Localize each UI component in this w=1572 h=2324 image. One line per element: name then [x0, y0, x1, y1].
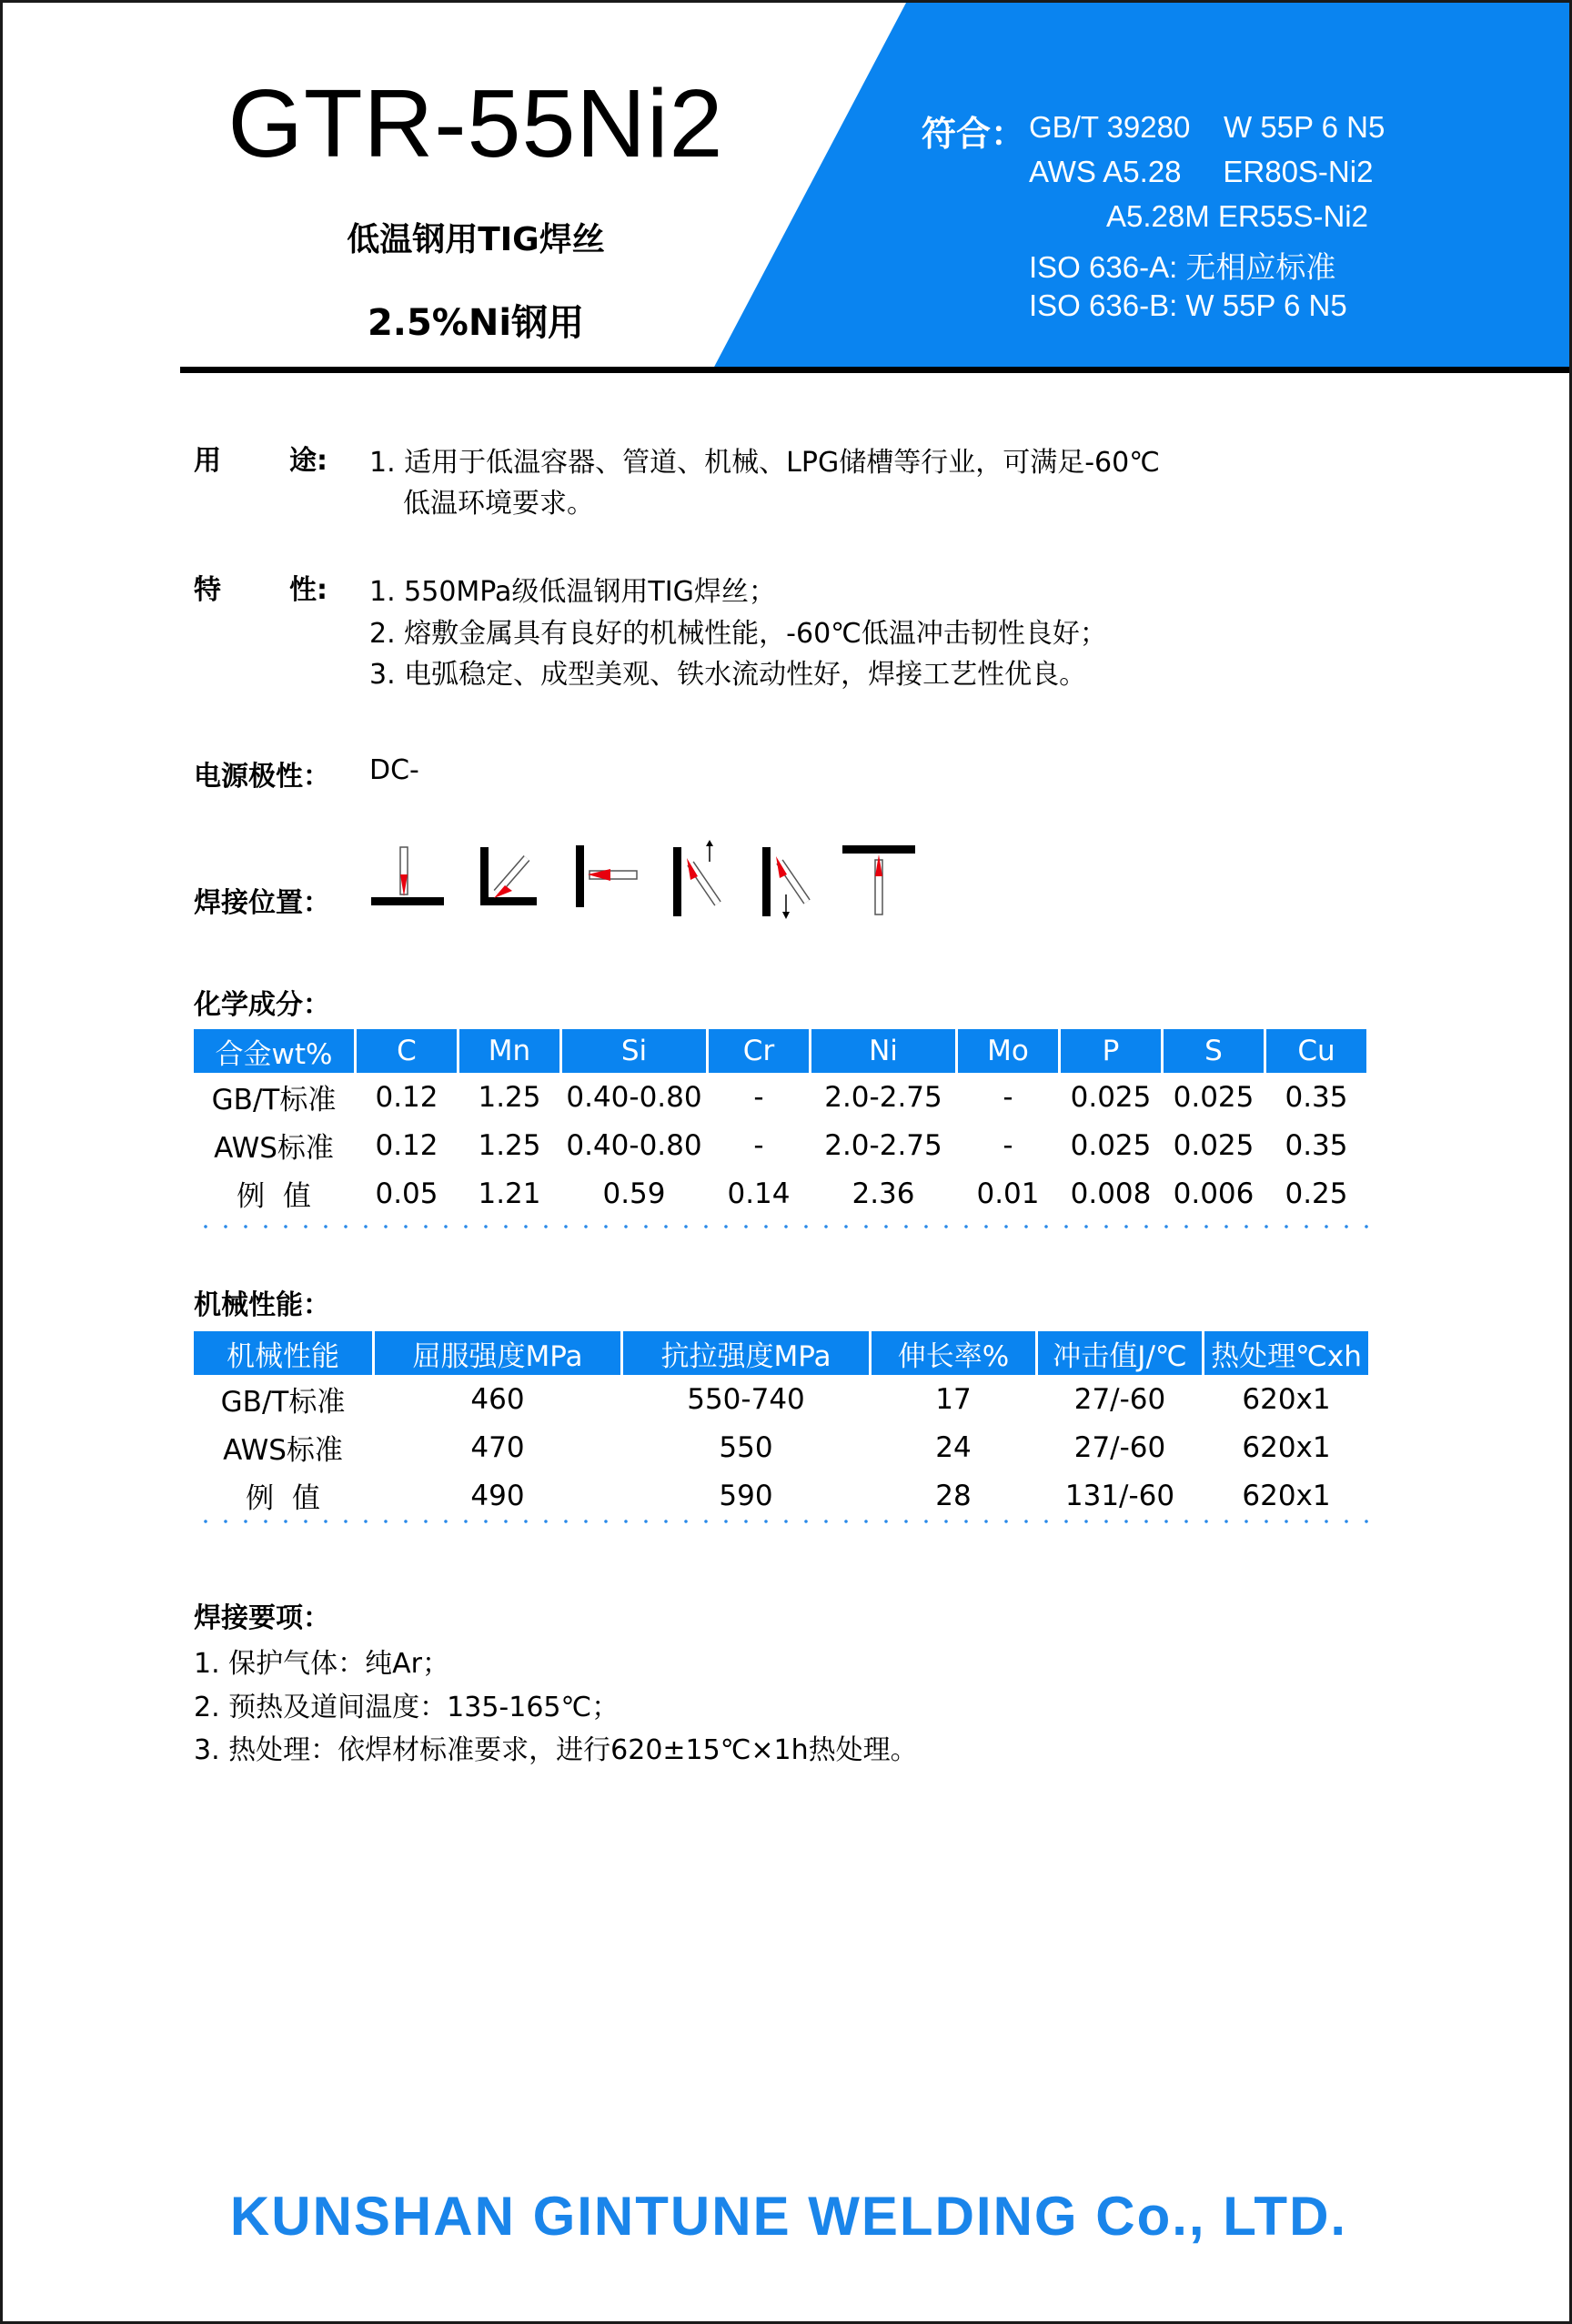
mechanical-dotted-rule: [196, 1520, 1378, 1523]
vertical-up-icon: [673, 840, 718, 916]
table-cell: 590: [719, 1479, 773, 1512]
table-cell: 550-740: [687, 1382, 805, 1416]
feature-line: 1. 550MPa级低温钢用TIG焊丝；: [369, 576, 776, 608]
table-cell: 0.12: [375, 1128, 438, 1162]
table-header-row: [194, 1331, 1368, 1375]
table-cell: 1.25: [478, 1080, 541, 1114]
table-cell: 0.25: [1285, 1177, 1348, 1210]
standard-line: ISO 636-A: 无相应标准: [1029, 250, 1336, 284]
welding-note-line: 3. 热处理：依焊材标准要求，进行620±15℃×1h热处理。: [194, 1734, 918, 1766]
usage-line: 低温环境要求。: [403, 488, 594, 520]
table-cell: 0.14: [727, 1177, 791, 1210]
product-subtitle: 低温钢用TIG焊丝: [347, 221, 605, 258]
welding-position-icons: [367, 838, 931, 929]
table-cell: 0.35: [1285, 1128, 1348, 1162]
table-cell: 0.025: [1173, 1128, 1255, 1162]
table-cell: GB/T标准: [220, 1386, 346, 1419]
table-cell: 27/-60: [1073, 1382, 1166, 1416]
welding-notes-label: 焊接要项：: [194, 1602, 330, 1634]
table-header-cell: 机械性能: [194, 1331, 372, 1375]
standard-line: AWS A5.28 ER80S-Ni2: [1029, 155, 1374, 188]
polarity-value: DC-: [369, 754, 419, 786]
table-row: [194, 1073, 1366, 1121]
table-header-cell: 合金wt%: [194, 1029, 354, 1073]
table-header-cell: P: [1061, 1029, 1161, 1073]
table-cell: 1.21: [478, 1177, 541, 1210]
positions-label: 焊接位置：: [194, 887, 330, 919]
table-cell: AWS标准: [223, 1434, 343, 1467]
horizontal-icon: [576, 845, 637, 907]
table-header-cell: S: [1164, 1029, 1264, 1073]
vertical-down-icon: [762, 847, 807, 919]
welding-note-line: 2. 预热及道间温度：135-165℃；: [194, 1692, 620, 1723]
standard-line: ISO 636-B: W 55P 6 N5: [1029, 288, 1347, 322]
table-row: [194, 1121, 1366, 1169]
welding-note-line: 1. 保护气体：纯Ar；: [194, 1648, 450, 1680]
polarity-label: 电源极性：: [194, 761, 330, 793]
chemistry-label: 化学成分：: [194, 989, 330, 1021]
table-cell: 620x1: [1242, 1479, 1331, 1512]
table-cell: 460: [470, 1382, 525, 1416]
table-cell: 0.025: [1070, 1128, 1152, 1162]
table-header-cell: 冲击值J/℃: [1038, 1331, 1202, 1375]
table-header-row: [194, 1029, 1366, 1073]
chemistry-table: [191, 1029, 1369, 1218]
header-divider: [180, 367, 1572, 373]
table-cell: -: [1003, 1128, 1013, 1162]
company-name: KUNSHAN GINTUNE WELDING Co., LTD.: [229, 2186, 1348, 2247]
table-cell: 0.40-0.80: [566, 1080, 702, 1114]
standard-line: A5.28M ER55S-Ni2: [1106, 199, 1368, 233]
table-cell: 0.12: [375, 1080, 438, 1114]
table-cell: 0.025: [1070, 1080, 1152, 1114]
usage-line: 1. 适用于低温容器、管道、机械、LPG储槽等行业，可满足-60℃: [369, 447, 1160, 479]
table-cell: AWS标准: [214, 1132, 334, 1165]
table-header-cell: Cu: [1266, 1029, 1366, 1073]
table-header-cell: Cr: [709, 1029, 809, 1073]
flat-fillet-icon: [371, 847, 444, 905]
table-cell: 0.006: [1173, 1177, 1255, 1210]
horizontal-fillet-icon: [480, 847, 537, 905]
table-cell: 例 值: [246, 1482, 320, 1515]
table-cell: 470: [470, 1430, 525, 1464]
overhead-icon: [842, 845, 915, 914]
table-header-cell: 热处理℃xh: [1204, 1331, 1368, 1375]
product-application: 2.5%Ni钢用: [367, 302, 585, 344]
table-header-cell: Si: [562, 1029, 706, 1073]
feature-line: 2. 熔敷金属具有良好的机械性能，-60℃低温冲击韧性良好；: [369, 618, 1107, 650]
mechanical-table: [191, 1331, 1371, 1520]
table-cell: 27/-60: [1073, 1430, 1166, 1464]
table-cell: 0.01: [976, 1177, 1040, 1210]
usage-label-colon: 途:: [289, 445, 328, 477]
table-cell: 0.35: [1285, 1080, 1348, 1114]
table-cell: -: [753, 1128, 764, 1162]
table-header-cell: Mn: [459, 1029, 559, 1073]
product-code: GTR-55Ni2: [227, 70, 724, 177]
chemistry-dotted-rule: [196, 1225, 1378, 1228]
table-cell: 0.025: [1173, 1080, 1255, 1114]
table-cell: 2.0-2.75: [824, 1080, 942, 1114]
table-row: [194, 1375, 1368, 1423]
table-row: [194, 1169, 1366, 1218]
table-cell: 2.36: [852, 1177, 915, 1210]
table-cell: 0.40-0.80: [566, 1128, 702, 1162]
table-cell: 620x1: [1242, 1382, 1331, 1416]
features-label-colon: 性:: [289, 574, 328, 606]
table-header-cell: 伸长率%: [872, 1331, 1035, 1375]
table-cell: 550: [719, 1430, 773, 1464]
table-header-cell: Mo: [958, 1029, 1058, 1073]
table-header-cell: C: [357, 1029, 457, 1073]
table-header-cell: 屈服强度MPa: [375, 1331, 620, 1375]
table-header-cell: 抗拉强度MPa: [623, 1331, 869, 1375]
feature-line: 3. 电弧稳定、成型美观、铁水流动性好，焊接工艺性优良。: [369, 659, 1087, 691]
table-cell: 17: [935, 1382, 972, 1416]
table-row: [194, 1471, 1368, 1520]
table-row: [194, 1423, 1368, 1471]
table-cell: -: [1003, 1080, 1013, 1114]
table-cell: 2.0-2.75: [824, 1128, 942, 1162]
table-cell: GB/T标准: [211, 1084, 337, 1117]
table-cell: 0.59: [602, 1177, 666, 1210]
usage-label: 用: [194, 445, 221, 477]
table-cell: 0.05: [375, 1177, 438, 1210]
table-cell: 0.008: [1070, 1177, 1152, 1210]
table-cell: 490: [470, 1479, 525, 1512]
table-cell: -: [753, 1080, 764, 1114]
standard-line: GB/T 39280 W 55P 6 N5: [1029, 110, 1386, 144]
features-label: 特: [194, 574, 221, 606]
table-cell: 28: [935, 1479, 972, 1512]
table-cell: 131/-60: [1064, 1479, 1175, 1512]
standards-label: 符合：: [922, 114, 1026, 154]
table-cell: 例 值: [237, 1180, 311, 1213]
mechanical-label: 机械性能：: [194, 1289, 330, 1321]
table-header-cell: Ni: [811, 1029, 955, 1073]
table-cell: 24: [935, 1430, 972, 1464]
table-cell: 620x1: [1242, 1430, 1331, 1464]
table-cell: 1.25: [478, 1128, 541, 1162]
